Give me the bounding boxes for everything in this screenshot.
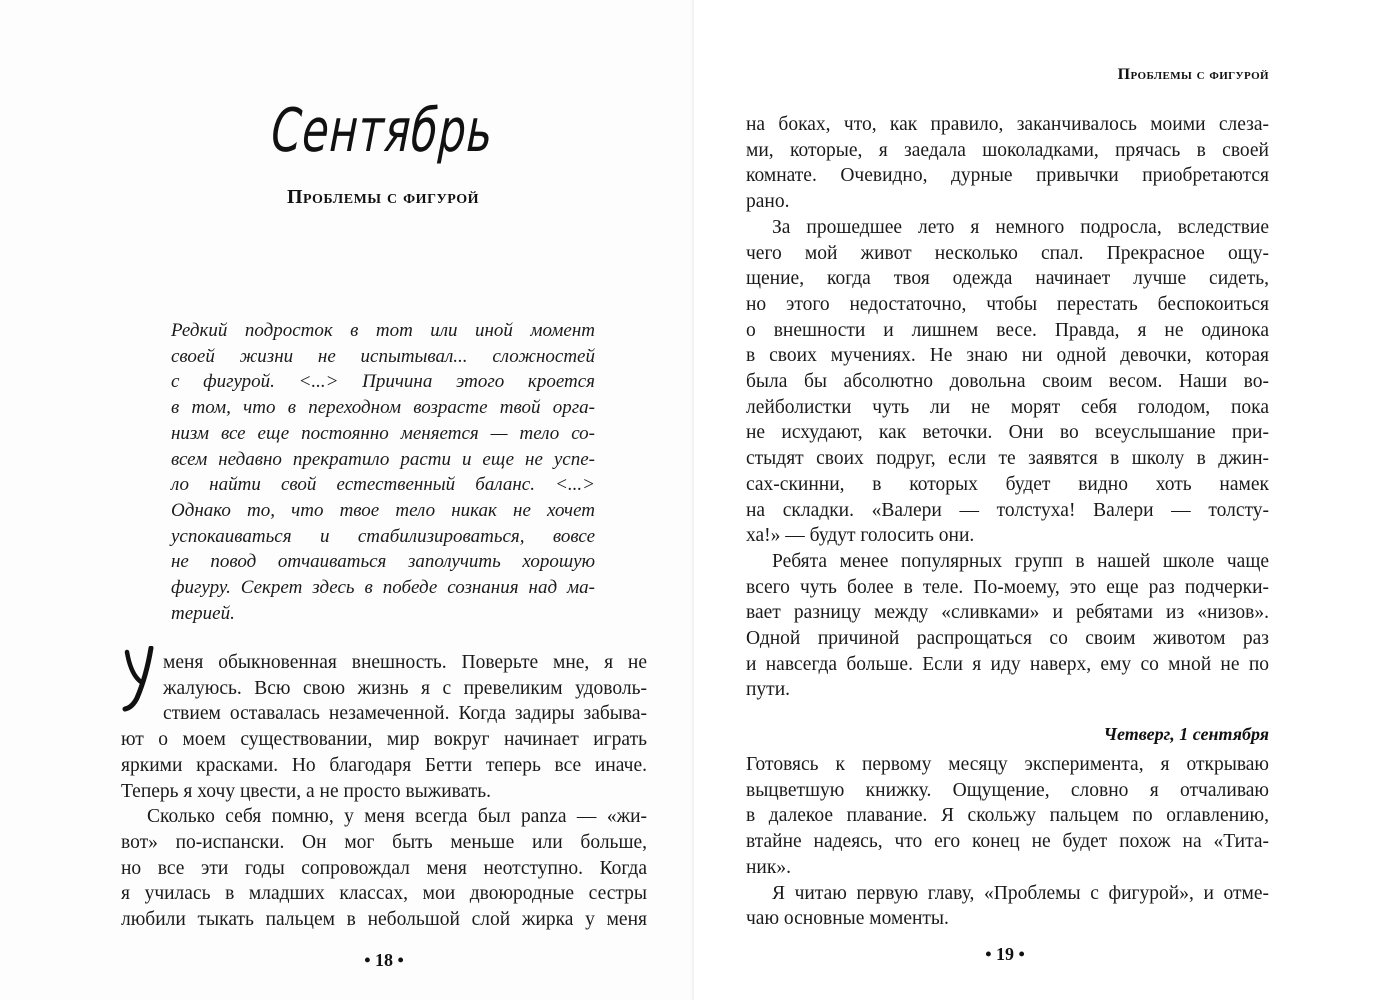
text-line: втайне надеясь, что его конец не будет похож на «Тита- xyxy=(746,831,1269,853)
page-number-left: • 18 • xyxy=(364,950,404,970)
text-line: выцветшую книжку. Ощущение, словно я отчаливаю xyxy=(746,779,1269,801)
page-number-right: • 19 • xyxy=(985,944,1025,964)
epigraph-line: успокаиваться и стабилизироваться, вовсе xyxy=(171,525,595,547)
text-line: ха!» — будут голосить они. xyxy=(746,525,975,547)
text-line: вот» по-испански. Он мог быть меньше или больше, xyxy=(121,831,647,853)
text-line: Теперь я хочу цвести, а не просто выживать. xyxy=(121,780,492,802)
text-line: была бы абсолютно довольна своим весом. Наши во- xyxy=(746,371,1269,393)
dropcap xyxy=(121,646,159,710)
text-line: Ребята менее популярных групп в нашей школе чаще xyxy=(772,550,1269,572)
epigraph-line: ло найти свой естественный баланс. <...> xyxy=(171,474,595,496)
text-line: чаю основные моменты. xyxy=(746,908,949,930)
text-line: не исхудают, как веточки. Они во всеуслышание при- xyxy=(746,422,1269,444)
paragraph xyxy=(121,804,647,933)
epigraph-line: с фигурой. <...> Причина этого кроется xyxy=(171,371,595,393)
epigraph-line: своей жизни не испытывал... сложностей xyxy=(171,345,595,367)
epigraph-line: Однако то, что твое тело никак не хочет xyxy=(171,499,595,521)
section-title: Проблемы с фигурой xyxy=(286,186,479,208)
text-line: чего мой живот несколько спал. Прекрасное ощу- xyxy=(746,242,1269,264)
diary-entry-date: Четверг, 1 сентября xyxy=(1103,724,1269,744)
epigraph-line: терией. xyxy=(171,602,235,624)
epigraph-line: в том, что в переходном возрасте твой орга- xyxy=(171,397,595,419)
body-text-right-entry xyxy=(746,752,1269,932)
epigraph-line: Редкий подросток в тот или иной момент xyxy=(171,320,595,341)
text-line: сах-скинни, в которых будет видно хоть намек xyxy=(746,473,1269,495)
text-line: щение, когда твоя одежда начинает лучше сидеть, xyxy=(746,268,1269,290)
body-text-left xyxy=(121,650,647,933)
text-line: рано. xyxy=(746,191,790,213)
text-line: но этого недостаточно, чтобы перестать беспокоиться xyxy=(746,293,1269,315)
paragraph xyxy=(746,215,1269,549)
text-line: жалуюсь. Всю свою жизнь я с превеликим удоволь- xyxy=(163,677,647,699)
text-line: в своих мучениях. Не знаю ни одной девочки, которая xyxy=(746,345,1269,367)
text-line: о внешности и лишнем весе. Правда, я не одинока xyxy=(746,319,1269,341)
text-line: вает разницу между «сливками» и ребятами из «низов». xyxy=(746,602,1269,624)
dropcap-letter-graphic xyxy=(121,646,161,712)
paragraph xyxy=(121,650,647,804)
text-line: Сколько себя помню, у меня всегда был panza — «жи- xyxy=(147,806,647,828)
epigraph-line: всем недавно прекратило расти и еще не успе- xyxy=(171,448,595,470)
text-line: яркими красками. Но благодаря Бетти теперь все иначе. xyxy=(121,754,647,776)
text-line: любили тыкать пальцем в небольшой слой жирка у меня xyxy=(121,909,647,931)
text-line: всего чуть более в теле. По-моему, это еще раз подчерки- xyxy=(746,576,1269,598)
text-line: Готовясь к первому месяцу эксперимента, я открываю xyxy=(746,754,1269,775)
text-line: комнате. Очевидно, дурные привычки приобретаются xyxy=(746,165,1269,187)
text-line: я училась в младших классах, мои двоюродные сестры xyxy=(121,883,647,905)
running-head: Проблемы с фигурой xyxy=(1117,66,1269,83)
epigraph-line: низм все еще постоянно меняется — тело со- xyxy=(171,422,595,444)
text-line: в далекое плавание. Я скольжу пальцем по оглавлению, xyxy=(746,805,1269,827)
text-line: ют о моем существовании, мир вокруг начинает играть xyxy=(121,729,647,751)
text-line: За прошедшее лето я немного подросла, вследствие xyxy=(772,216,1269,238)
text-line: лейболистки чуть ли не морят себя голодом, пока xyxy=(746,396,1269,418)
text-line: ник». xyxy=(746,856,791,878)
text-line: пути. xyxy=(746,679,791,701)
text-line: Я читаю первую главу, «Проблемы с фигурой», и отме- xyxy=(772,882,1269,904)
text-line: Одной причиной распрощаться со своим животом раз xyxy=(746,628,1269,650)
text-line: стыдят своих подруг, если те заявятся в школу в джин- xyxy=(746,448,1269,470)
text-line: меня обыкновенная внешность. Поверьте мне, я не xyxy=(163,652,647,673)
epigraph xyxy=(171,318,595,626)
text-line: но все эти годы сопровождал меня неотступно. Когда xyxy=(121,857,647,879)
text-line: и навсегда больше. Если я иду наверх, ему со мной не по xyxy=(746,653,1269,675)
text-line: на боках, что, как правило, заканчивалось моими слеза- xyxy=(746,114,1269,135)
epigraph-line: не повод отчаиваться заполучить хорошую xyxy=(171,551,595,573)
body-text-right xyxy=(746,112,1269,703)
epigraph-line: фигуру. Секрет здесь в победе сознания над ма- xyxy=(171,577,595,599)
text-line: ствием оставалась незамеченной. Когда задиры забыва- xyxy=(163,703,647,725)
paragraph xyxy=(746,752,1269,881)
paragraph xyxy=(746,549,1269,703)
text-line: ми, которые, я заедала шоколадками, прячась в своей xyxy=(746,139,1269,161)
chapter-title: Сентябрь xyxy=(269,96,495,166)
paragraph xyxy=(746,112,1269,215)
paragraph xyxy=(746,881,1269,932)
text-line: на складки. «Валери — толстуха! Валери — толсту- xyxy=(746,499,1269,521)
